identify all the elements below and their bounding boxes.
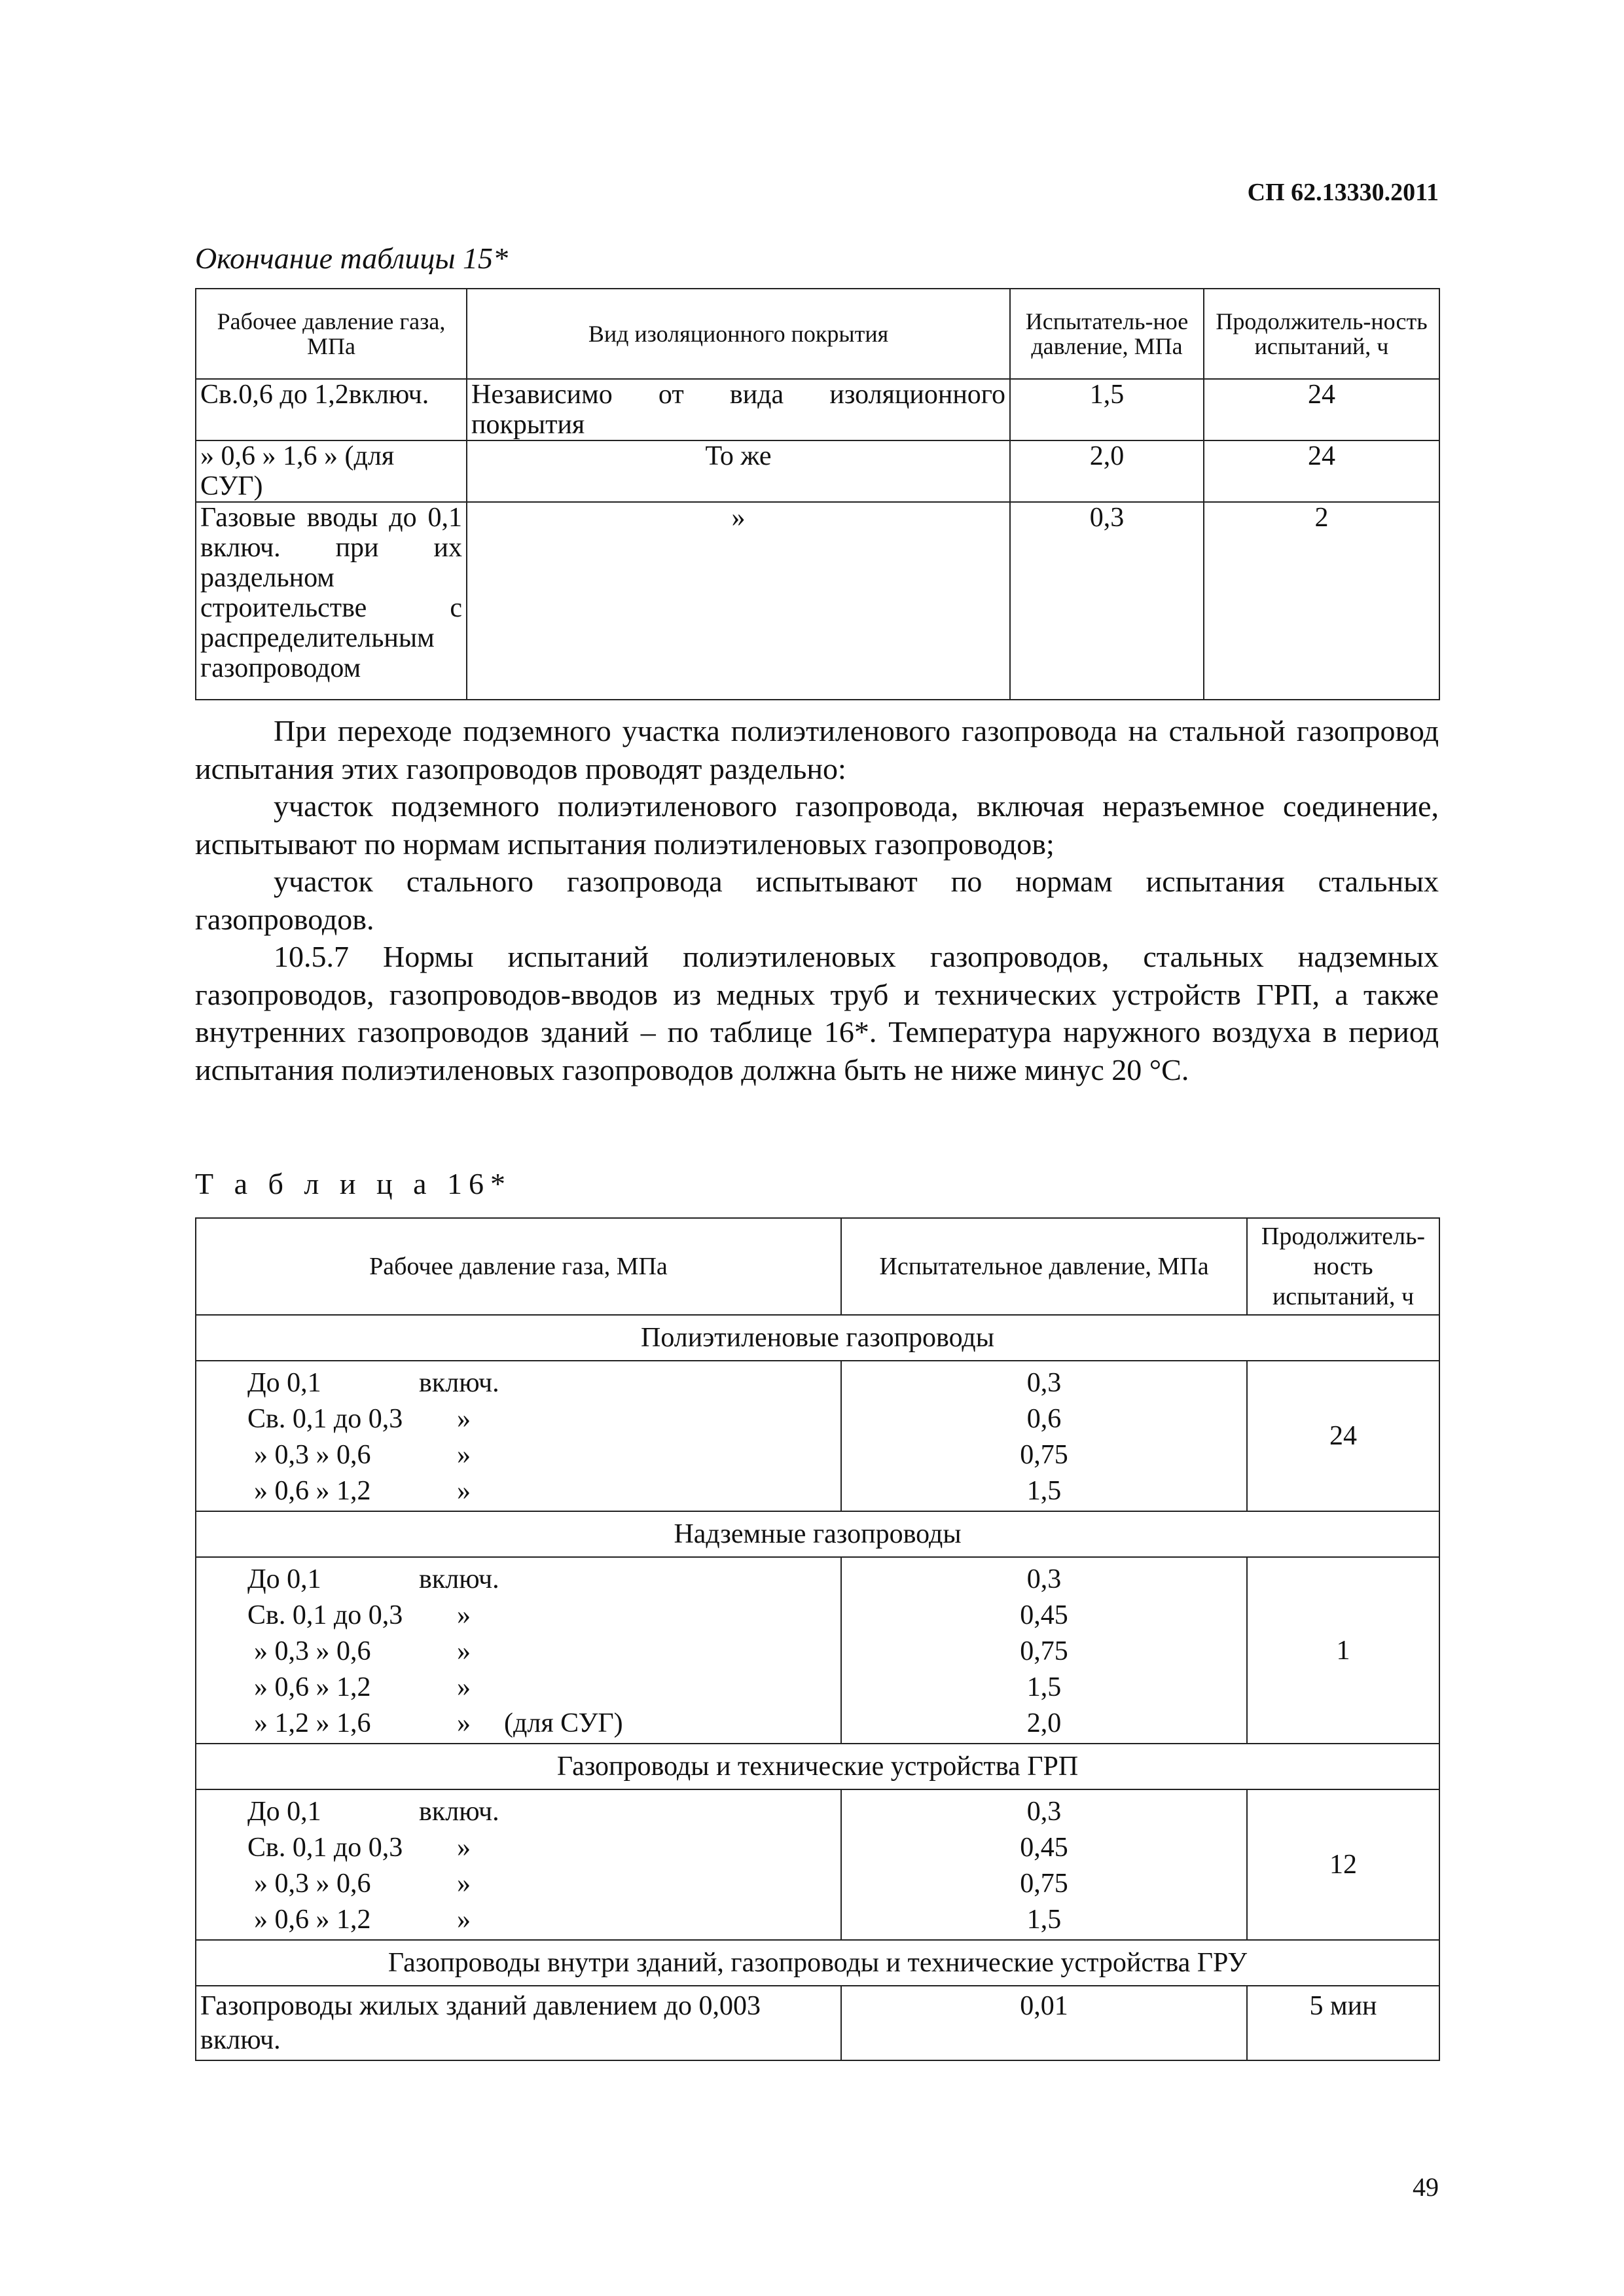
cell-test-pressure-list: [841, 1557, 1247, 1744]
pressure-line: [196, 1401, 840, 1437]
test-pressure-value: 0,3: [1026, 1368, 1062, 1398]
test-pressure-value: 0,45: [1020, 1833, 1068, 1863]
pressure-line: [196, 1473, 840, 1509]
document-code: СП 62.13330.2011: [1247, 179, 1439, 206]
cell-test-pressure-list: [841, 1361, 1247, 1511]
pressure-range: До 0,1: [247, 1368, 321, 1398]
pressure-line: [196, 1902, 840, 1938]
pressure-line: [196, 1670, 840, 1706]
pressure-line: [196, 1794, 840, 1830]
test-pressure-value: 1,5: [1026, 1672, 1062, 1702]
pressure-note: (для СУГ): [504, 1708, 623, 1738]
table-header-row: [196, 1218, 1439, 1315]
column-header: Продолжитель-ность испытаний, ч: [1204, 289, 1439, 379]
pressure-line: [196, 1598, 840, 1634]
test-pressure-value: 0,45: [1020, 1600, 1068, 1630]
pressure-range: До 0,1: [247, 1564, 321, 1594]
test-pressure-value: 1,5: [1026, 1476, 1062, 1506]
pressure-suffix: включ.: [419, 1797, 499, 1827]
pressure-line: [196, 1830, 840, 1866]
table15-caption: Окончание таблицы 15*: [195, 242, 508, 275]
pressure-suffix: »: [457, 1869, 471, 1899]
pressure-range: » 0,6 » 1,2: [254, 1672, 371, 1702]
pressure-range: » 1,2 » 1,6: [254, 1708, 371, 1738]
column-header: Продолжитель-ность испытаний, ч: [1247, 1218, 1439, 1315]
pressure-suffix: »: [457, 1440, 471, 1470]
table-row: [196, 1361, 1439, 1511]
cell-pressure: Св.0,6 до 1,2включ.: [196, 379, 467, 440]
table-row: [196, 1557, 1439, 1744]
test-pressure-value: 0,75: [1020, 1869, 1068, 1899]
column-header: Испытательное давление, МПа: [841, 1218, 1247, 1315]
cell-duration: 12: [1247, 1789, 1439, 1940]
column-header: Испытатель-ное давление, МПа: [1010, 289, 1204, 379]
pressure-range: » 0,3 » 0,6: [254, 1636, 371, 1666]
pressure-range: » 0,6 » 1,2: [254, 1476, 371, 1506]
section-title: Полиэтиленовые газопроводы: [196, 1315, 1439, 1361]
section-row: [196, 1744, 1439, 1789]
pressure-line: [196, 1365, 840, 1401]
section-row: [196, 1511, 1439, 1557]
pressure-suffix: »: [457, 1600, 471, 1630]
table-row: [196, 440, 1439, 502]
section-row: [196, 1315, 1439, 1361]
cell-pressure: Газовые вводы до 0,1 включ. при их раздельном строительстве с распределительным газопроводом: [196, 502, 467, 700]
cell-duration: 24: [1247, 1361, 1439, 1511]
table-row: [196, 502, 1439, 700]
test-pressure-value: 0,6: [1026, 1404, 1062, 1434]
column-header: Вид изоляционного покрытия: [467, 289, 1010, 379]
pressure-suffix: »: [457, 1636, 471, 1666]
test-pressure-value: 0,3: [1026, 1564, 1062, 1594]
table-header-row: [196, 289, 1439, 379]
cell-pressure: Газопроводы жилых зданий давлением до 0,003 включ.: [196, 1986, 841, 2060]
paragraph: участок подземного полиэтиленового газопровода, включая неразъемное соединение, испытывают по нормам испытания полиэтиленовых газопроводов;: [195, 789, 1439, 861]
column-header: Рабочее давление газа, МПа: [196, 1218, 841, 1315]
cell-coating: »: [467, 502, 1010, 700]
paragraph: участок стального газопровода испытывают по нормам испытания стальных газопроводов.: [195, 865, 1439, 936]
test-pressure-value: 1,5: [1026, 1905, 1062, 1935]
cell-pressure-list: [196, 1789, 841, 1940]
cell-test-pressure: 1,5: [1010, 379, 1204, 440]
pressure-suffix: »: [457, 1833, 471, 1863]
test-pressure-value: 0,75: [1020, 1636, 1068, 1666]
test-pressure-value: 0,3: [1026, 1797, 1062, 1827]
cell-duration: 2: [1204, 502, 1439, 700]
section-title: Надземные газопроводы: [196, 1511, 1439, 1557]
section-title: Газопроводы внутри зданий, газопроводы и технические устройства ГРУ: [196, 1940, 1439, 1986]
table16-caption: Т а б л и ц а 16*: [195, 1167, 513, 1200]
cell-pressure-list: [196, 1361, 841, 1511]
pressure-suffix: »: [457, 1476, 471, 1506]
cell-test-pressure: 2,0: [1010, 440, 1204, 502]
table-15: [195, 288, 1440, 700]
pressure-line: [196, 1866, 840, 1902]
section-title: Газопроводы и технические устройства ГРП: [196, 1744, 1439, 1789]
pressure-range: До 0,1: [247, 1797, 321, 1827]
pressure-range: » 0,3 » 0,6: [254, 1869, 371, 1899]
table-row: [196, 1986, 1439, 2060]
column-header: Рабочее давление газа, МПа: [196, 289, 467, 379]
pressure-line: [196, 1437, 840, 1473]
pressure-suffix: »: [457, 1905, 471, 1935]
body-text: [195, 712, 1439, 1088]
pressure-suffix: »: [457, 1672, 471, 1702]
cell-duration: 24: [1204, 440, 1439, 502]
cell-coating: То же: [467, 440, 1010, 502]
cell-test-pressure-list: [841, 1789, 1247, 1940]
pressure-suffix: включ.: [419, 1564, 499, 1594]
pressure-suffix: включ.: [419, 1368, 499, 1398]
pressure-line: [196, 1562, 840, 1598]
pressure-range: » 0,3 » 0,6: [254, 1440, 371, 1470]
pressure-range: Св. 0,1 до 0,3: [247, 1404, 403, 1434]
pressure-suffix: »: [457, 1708, 471, 1738]
pressure-line: [196, 1706, 840, 1742]
pressure-range: Св. 0,1 до 0,3: [247, 1600, 403, 1630]
page-number: 49: [1413, 2172, 1439, 2202]
paragraph: 10.5.7 Нормы испытаний полиэтиленовых газопроводов, стальных надземных газопроводов, газопроводов-вводов из медных труб и технических устройств ГРП, а также внутренних газопроводов зданий – по таблице 16*. Температура наружного воздуха в период испытания полиэтиленовых газопроводов должна быть не ниже минус 20 °С.: [195, 940, 1439, 1086]
cell-test-pressure: 0,01: [841, 1986, 1247, 2060]
pressure-range: » 0,6 » 1,2: [254, 1905, 371, 1935]
table-row: [196, 1789, 1439, 1940]
test-pressure-value: 0,75: [1020, 1440, 1068, 1470]
section-row: [196, 1940, 1439, 1986]
cell-pressure: » 0,6 » 1,6 » (для СУГ): [196, 440, 467, 502]
table-16: [195, 1217, 1440, 2061]
pressure-range: Св. 0,1 до 0,3: [247, 1833, 403, 1863]
table-row: [196, 379, 1439, 440]
paragraph: При переходе подземного участка полиэтиленового газопровода на стальной газопровод испытания этих газопроводов проводят раздельно:: [195, 714, 1439, 785]
cell-duration: 5 мин: [1247, 1986, 1439, 2060]
pressure-line: [196, 1634, 840, 1670]
pressure-suffix: »: [457, 1404, 471, 1434]
cell-pressure-list: [196, 1557, 841, 1744]
test-pressure-value: 2,0: [1026, 1708, 1062, 1738]
cell-duration: 24: [1204, 379, 1439, 440]
cell-coating: Независимо от вида изоляционного покрытия: [467, 379, 1010, 440]
cell-test-pressure: 0,3: [1010, 502, 1204, 700]
cell-duration: 1: [1247, 1557, 1439, 1744]
